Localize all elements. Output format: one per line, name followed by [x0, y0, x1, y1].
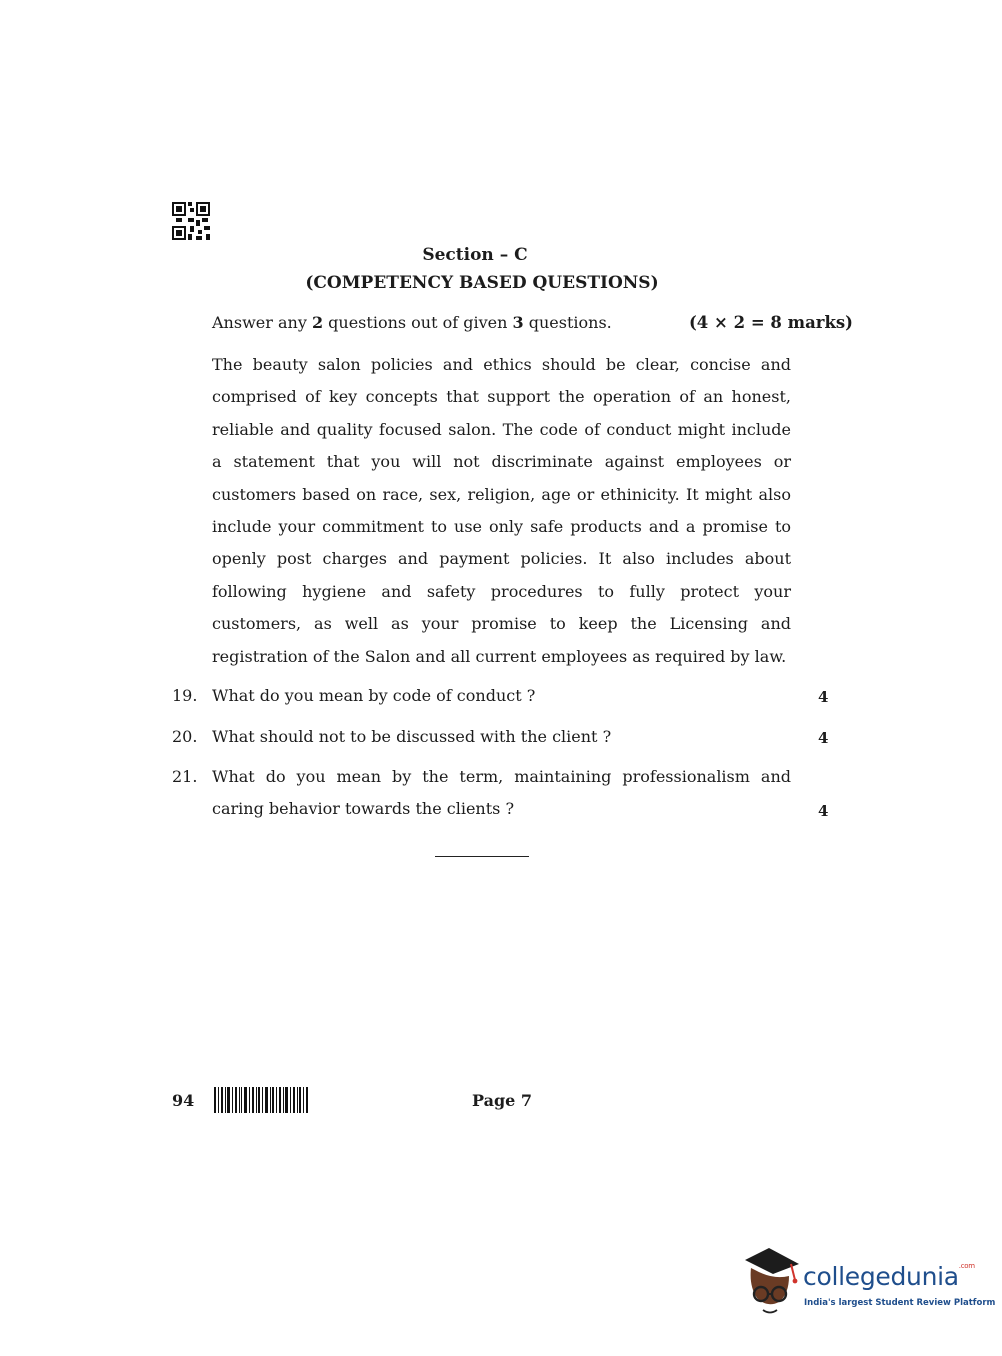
section-marks: (4 × 2 = 8 marks) [689, 313, 853, 332]
qr-code [172, 202, 210, 240]
question-number: 20. [172, 727, 198, 746]
section-title: Section – C [422, 245, 528, 265]
case-passage: The beauty salon policies and ethics should be clear, concise and comprised of key concepts that support the operation of an honest, reliable and quality focused salon. The code of conduct might include a statement that you will not discriminate against employees or customers based on race, sex, religion, age or ethinicity. It might also include your commitment to use only safe products and a promise to openly post charges and payment policies. It also includes about following hygiene and safety procedures to fully protect your customers, as well as your promise to keep the Licensing and registration of the Salon and all current employees as required by law. [212, 355, 791, 666]
question-marks: 4 [818, 729, 829, 747]
question-marks: 4 [818, 688, 829, 706]
question-number: 21. [172, 767, 198, 786]
question-marks: 4 [818, 802, 829, 820]
logo-wordmark: collegedunia$^{.com}$ [803, 1262, 975, 1291]
instruction: Answer any 2 questions out of given 3 questions. [212, 313, 612, 332]
question-text: What do you mean by the term, maintaining professionalism and caring behavior towards the clients ? [212, 767, 791, 819]
question-text: What should not to be discussed with the client ? [212, 727, 612, 746]
logo-tagline: India's largest Student Review Platform [804, 1298, 996, 1308]
end-rule [435, 856, 529, 857]
question-number: 19. [172, 686, 198, 705]
barcode [214, 1087, 310, 1113]
question-text: What do you mean by code of conduct ? [212, 686, 536, 705]
page-number: Page 7 [472, 1091, 533, 1110]
section-subtitle: (COMPETENCY BASED QUESTIONS) [305, 273, 659, 293]
paper-code: 94 [172, 1091, 195, 1110]
